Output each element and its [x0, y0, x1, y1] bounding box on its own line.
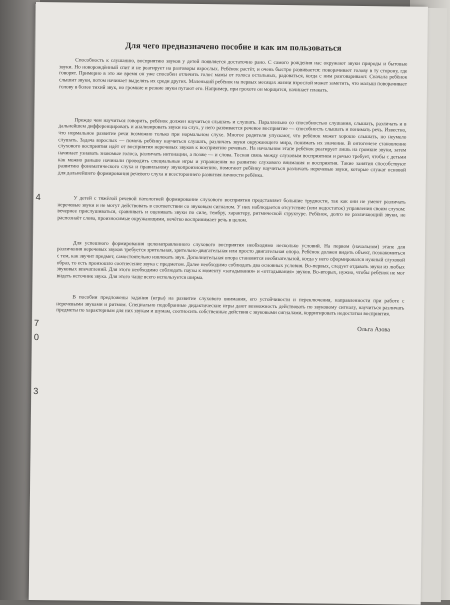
paragraph: Для успешного формирования целенаправленного слухового восприятия необходимо несколько условий. На первом (начальном) этапе для различения неречевых звуков требуется зрительная, зрительно-двигательная или просто двигательная опора. Ребёнок должен видеть объект, познакомиться с тем, как звучит предмет, самостоятельно извлекать звук. Дополнительная опора становится необязательной, когда у него сформировался нужный слуховой образ, то есть произошло соотнесение звука с предметом. Далее необходимо соблюдать два основных условия. Во-первых, следует отдавать звуки из любых звуковых впечатлений. Для этого необходимо соблюдать паузы к моменту «загадывания» и «отгадывания» звуков. Во-вторых, нужно, чтобы ребёнок не мог видеть источник звука. Для этого чаще всего используется ширма. [56, 240, 406, 282]
edge-mark: 4 [35, 192, 41, 203]
edge-mark: 0 [33, 331, 39, 343]
paragraph: Способность к слушанию, восприятию звуков у детей появляется достаточно рано. С самого рождения нас окружают звуки природы и бытовые звуки. Но новорождённый спит и не реагирует на разговоры взрослых. Ребёнок растёт, и очень быстро развивается: поворачивает голову в ту сторону, где говорят. Примерно в это же время он уже способен отличить голос мамы от голоса остальных, радоваться, когда с ним разговаривают. Сначала ребёнок слышит звуки, потом начинает выделять их среди других. Маленький ребёнок на первых месяцах жизни взрослой может заметить, что малыш поворачивает голову в более тихий звук, но громкие и резкие звуки пугают его. Например, при грохоте он морщится, начинает плакать. [58, 57, 408, 94]
paragraph: У детей с тяжёлой речевой патологией формирование слухового восприятия представляет большие трудности, так как они не умеют различать неречевые звуки и не могут действовать в соответствии со звуковым сигналом. У них наблюдается отсутствие (или недостаток) управления своим слухом: вечернее прислушиваться, сравнивать и оценивать звуки по силе, тембру, характеру, ритмической структуре. Ребёнок, долго не различающий звуки, не распознаёт слова, произносимые окружающими, нечётко воспринимает речь в целом. [57, 195, 406, 224]
paragraph: В пособии предложены задания (игры) на развитие слухового внимания, его устойчивости и переключения, направленности при работе с неречевыми звуками и ритмом. Специально подобранные дидактические игры дают возможность действовать по звуковому сигналу, научиться различать предметы по характерным для них звукам и шумам, соотносить собственные действия с звуковыми сигналами, корригировать недостатки восприятия. [56, 294, 405, 318]
document-page [29, 2, 428, 605]
author-signature: Ольга Азова [357, 325, 391, 334]
edge-mark: 7 [34, 318, 40, 329]
edge-mark: 3 [33, 385, 39, 397]
page-title: Для чего предназначено пособие и как им пользоваться [125, 41, 342, 53]
paragraph: Прежде чем научиться говорить, ребёнок должен научиться слышать и слушать. Параллельно со способностью слушания, слышать, различать и в дальнейшем дифференцировать и анализировать звуки на слух, у него развивается речевое восприятие — способность слышать и понимать речь. Известно, что нормальное развитие речи возможно только при нормальном слухе. Многое родители упускают, что ребёнок может хорошо слышать, но неумело слушать. Задача взрослых — помочь ребёнку научиться слушать, различать звуки окружающего мира, понимать их значение. В онтогенезе становление слухового восприятия идёт от восприятия неречевых звуков к восприятию речевых. На начальном этапе ребёнок реагирует лишь на громкие звуки, затем начинает узнавать знакомые голоса, различать интонации, а позже — и слова. Тесная связь между слуховым восприятием и речью требует, чтобы с детьми как можно раньше начинали проводить специальные игры и упражнения на развитие слухового внимания и восприятия. Такие занятия способствуют развитию фонематического слуха и правильному звукопроизношению, помогают ребёнку научиться различать неречевые звуки, которые служат основой для дальнейшего формирования речевого слуха и всестороннего развития личности ребёнка. [57, 116, 407, 179]
